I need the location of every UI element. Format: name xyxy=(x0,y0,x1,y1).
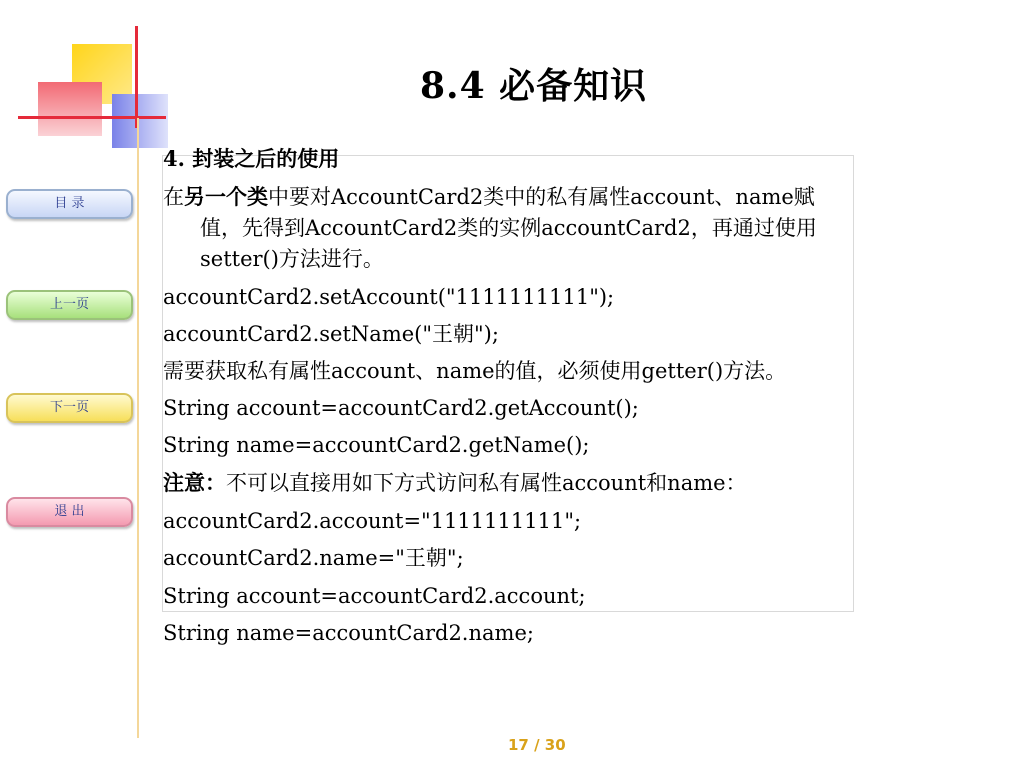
code-line: accountCard2.account="1111111111"; xyxy=(163,509,582,533)
code-line: String account=accountCard2.getAccount(); xyxy=(163,396,639,420)
emphasis-text: 另一个类 xyxy=(184,184,268,209)
text-span: 不可以直接用如下方式访问私有属性account和name： xyxy=(226,471,747,495)
text-line: 值，先得到AccountCard2类的实例accountCard2，再通过使用 xyxy=(200,216,817,240)
left-divider-line xyxy=(137,118,139,738)
logo-vertical-line xyxy=(135,26,138,128)
page-indicator: 17 / 30 xyxy=(508,736,566,754)
text-line: setter()方法进行。 xyxy=(200,247,384,271)
prev-page-button[interactable]: 上一页 xyxy=(6,290,133,320)
code-line: String name=accountCard2.getName(); xyxy=(163,433,590,457)
text-line xyxy=(163,470,747,496)
code-line: accountCard2.setName("王朝"); xyxy=(163,322,499,346)
code-line: accountCard2.name="王朝"; xyxy=(163,546,464,570)
text-line xyxy=(163,184,815,210)
note-label: 注意： xyxy=(163,470,226,495)
next-page-button[interactable]: 下一页 xyxy=(6,393,133,423)
section-heading: 4. 封装之后的使用 xyxy=(163,146,340,171)
logo-pink-square xyxy=(38,82,102,136)
text-line: 需要获取私有属性account、name的值，必须使用getter()方法。 xyxy=(163,359,787,383)
slide-title: 8.4 必备知识 xyxy=(420,65,648,107)
code-line: accountCard2.setAccount("1111111111"); xyxy=(163,285,615,309)
code-line: String name=accountCard2.name; xyxy=(163,621,534,645)
exit-button[interactable]: 退 出 xyxy=(6,497,133,527)
text-span: 在 xyxy=(163,185,184,209)
toc-button[interactable]: 目 录 xyxy=(6,189,133,219)
logo-horizontal-line xyxy=(18,116,166,119)
code-line: String account=accountCard2.account; xyxy=(163,584,586,608)
logo-blue-square xyxy=(112,94,168,148)
text-span: 中要对AccountCard2类中的私有属性account、name赋 xyxy=(268,185,815,209)
